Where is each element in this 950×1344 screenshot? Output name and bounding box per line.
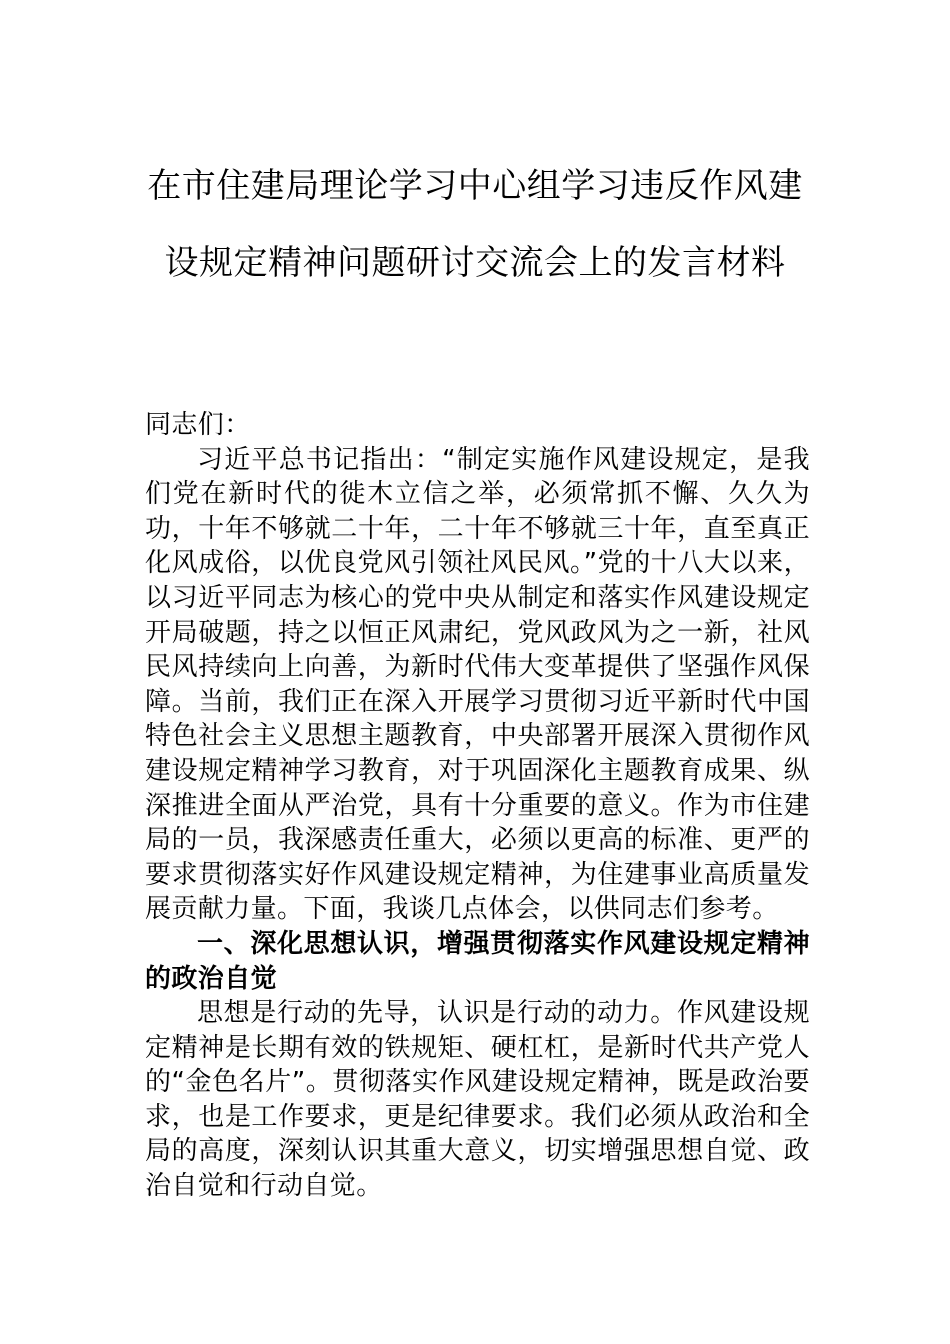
document-title: 在市住建局理论学习中心组学习违反作风建设规定精神问题研讨交流会上的发言材料 [147,166,803,283]
document-body [145,408,810,1204]
section-heading-1: 一、深化思想认识，增强贯彻落实作风建设规定精神的政治自觉 [145,928,810,994]
intro-paragraph: 习近平总书记指出：“制定实施作风建设规定，是我们党在新时代的徙木立信之举，必须常抓不懈、久久为功，十年不够就二十年，二十年不够就三十年，直至真正化风成俗，以优良党风引领社风民风。”党的十八大以来，以习近平同志为核心的党中央从制定和落实作风建设规定开局破题，持之以恒正风肃纪，党风政风为之一新，社风民风持续向上向善，为新时代伟大变革提供了坚强作风保障。当前，我们正在深入开展学习贯彻习近平新时代中国特色社会主义思想主题教育，中央部署开展深入贯彻作风建设规定精神学习教育，对于巩固深化主题教育成果、纵深推进全面从严治党，具有十分重要的意义。作为市住建局的一员，我深感责任重大，必须以更高的标准、更严的要求贯彻落实好作风建设规定精神，为住建事业高质量发展贡献力量。下面，我谈几点体会，以供同志们参考。 [145,444,810,925]
section-paragraph-1: 思想是行动的先导，认识是行动的动力。作风建设规定精神是长期有效的铁规矩、硬杠杠，是新时代共产党人的“金色名片”。贯彻落实作风建设规定精神，既是政治要求，也是工作要求，更是纪律要求。我们必须从政治和全局的高度，深刻认识其重大意义，切实增强思想自觉、政治自觉和行动自觉。 [145,998,810,1202]
salutation: 同志们： [145,410,251,440]
